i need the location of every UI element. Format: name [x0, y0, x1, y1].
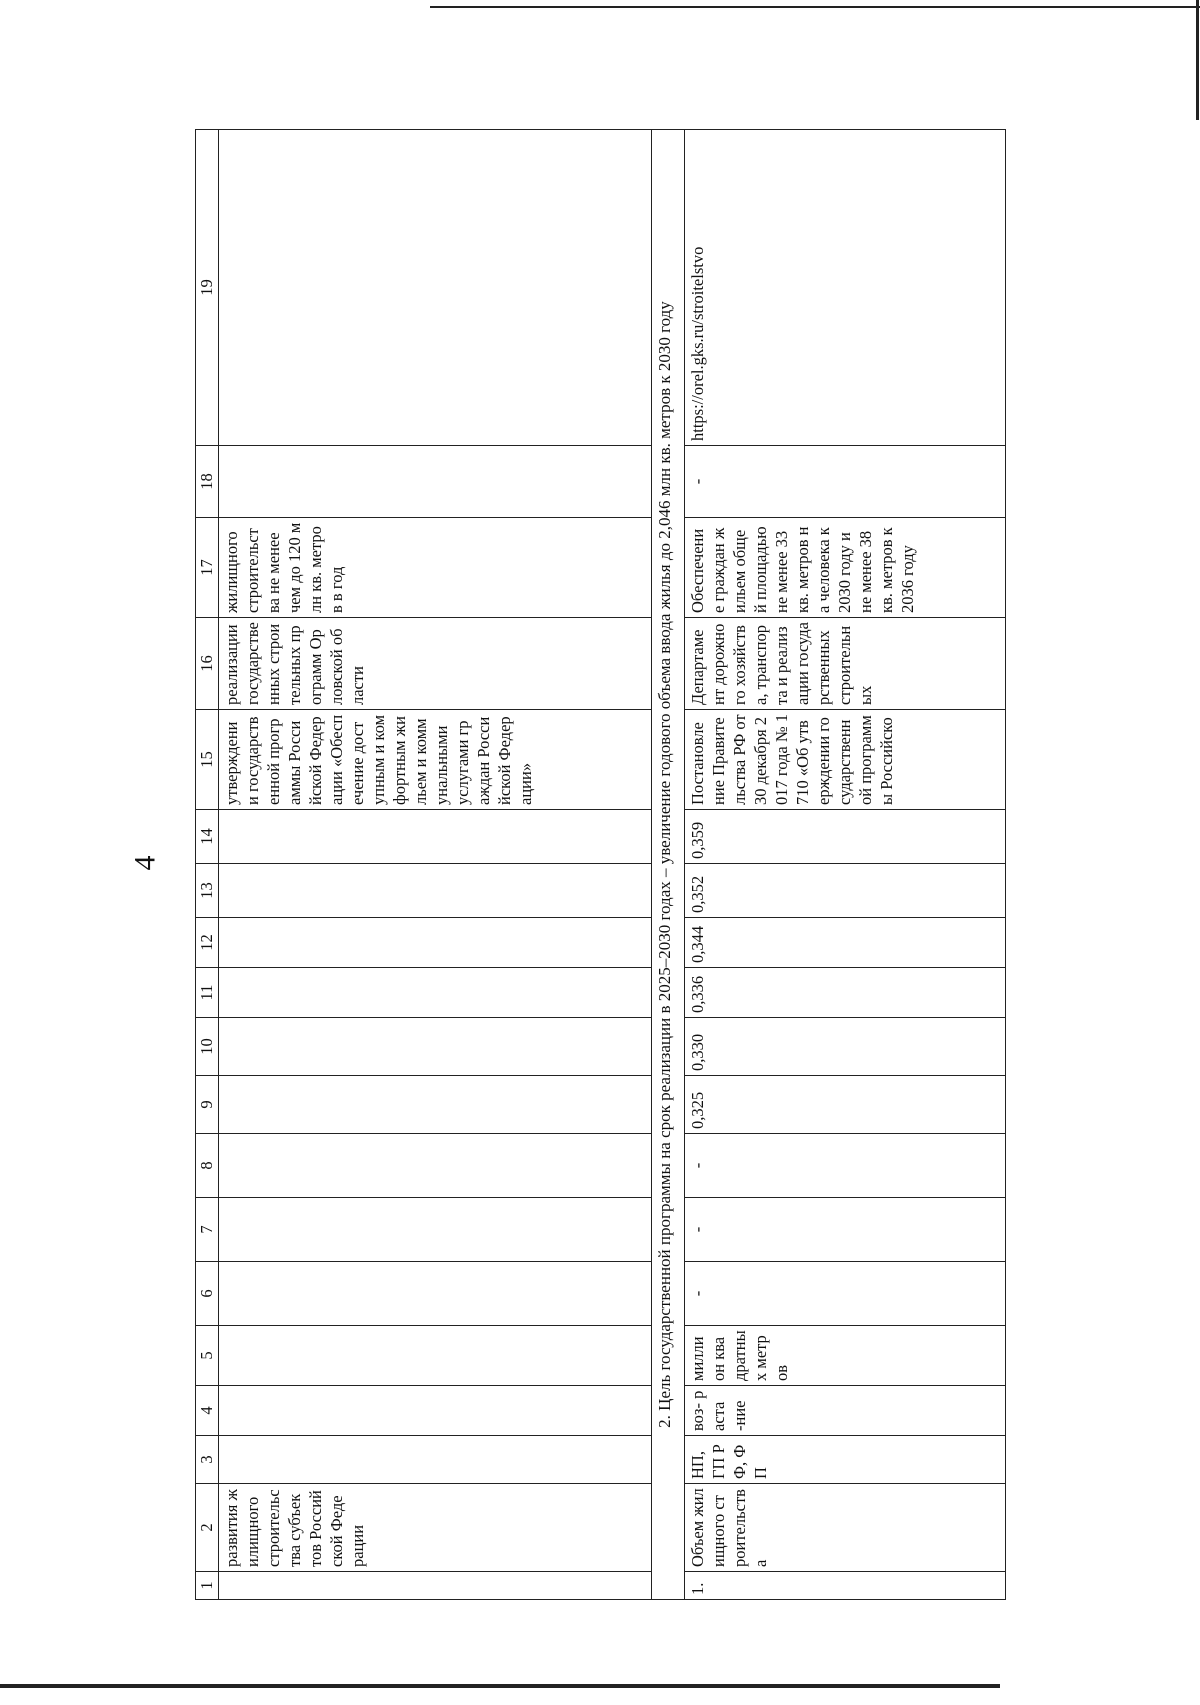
table-cell: 0,359	[685, 810, 1006, 864]
col-header: 19	[196, 130, 219, 446]
table-cell: 0,336	[685, 968, 1006, 1018]
table-cell: 0,330	[685, 1018, 1006, 1076]
scan-line-right	[1196, 0, 1199, 120]
col-header: 7	[196, 1198, 219, 1262]
table-cell: Обеспечение граждан жильем общей площадью не менее 33 кв. метров на человека к 2030 году и не менее 38 кв. метров к 2036 году	[685, 518, 1006, 618]
table-cell: Департамент дорожного хозяйства, транспорта и реализации государственных строительных	[685, 618, 1006, 710]
col-header: 12	[196, 918, 219, 968]
table-cell	[219, 968, 652, 1018]
table-cell	[219, 1262, 652, 1326]
rotated-table-container	[195, 110, 1045, 1600]
table-cell: миллион квадратных метров	[685, 1326, 1006, 1386]
table-cell	[219, 1572, 652, 1600]
col-header: 18	[196, 446, 219, 518]
col-header: 14	[196, 810, 219, 864]
program-table	[195, 129, 1006, 1600]
col-header: 1	[196, 1572, 219, 1600]
col-header: 15	[196, 710, 219, 810]
col-header: 11	[196, 968, 219, 1018]
table-cell: -	[685, 1134, 1006, 1198]
table-cell	[219, 1076, 652, 1134]
table-cell: жилищного строительства не менее чем до 120 млн кв. метров в год	[219, 518, 652, 618]
table-cell: https://orel.gks.ru/stroitelstvo	[685, 130, 1006, 446]
section-row	[652, 130, 685, 1600]
table-cell	[219, 1326, 652, 1386]
col-header: 4	[196, 1386, 219, 1436]
col-header: 17	[196, 518, 219, 618]
table-cell	[219, 864, 652, 918]
table-cell: -	[685, 446, 1006, 518]
table-cell: реализации государственных строительных программ Орловской области	[219, 618, 652, 710]
section-title: 2. Цель государственной программы на срок реализации в 2025–2030 годах – увеличение годового объема ввода жилья до 2,046 млн кв. метров к 2030 году	[652, 130, 685, 1600]
col-header: 9	[196, 1076, 219, 1134]
table-row	[219, 130, 652, 1600]
table-cell: 0,344	[685, 918, 1006, 968]
table-cell	[219, 1386, 652, 1436]
table-cell: утверждении государственной программы Российской Федерации «Обеспечение доступным и комфортным жильем и коммунальными услугами граждан Российской Федерации»	[219, 710, 652, 810]
table-cell	[219, 1198, 652, 1262]
table-cell: развития жилищного строительства субъектов Российской Федерации	[219, 1484, 652, 1572]
table-cell: 0,325	[685, 1076, 1006, 1134]
header-row	[196, 130, 219, 1600]
col-header: 10	[196, 1018, 219, 1076]
page-number: 4	[128, 855, 162, 871]
col-header: 2	[196, 1484, 219, 1572]
table-cell	[219, 810, 652, 864]
col-header: 3	[196, 1436, 219, 1484]
table-cell: 0,352	[685, 864, 1006, 918]
table-cell: -	[685, 1262, 1006, 1326]
scan-line-bottom	[0, 1684, 1000, 1688]
col-header: 13	[196, 864, 219, 918]
table-cell	[219, 918, 652, 968]
table-cell	[219, 130, 652, 446]
col-header: 16	[196, 618, 219, 710]
table-cell	[219, 1436, 652, 1484]
table-cell	[219, 1018, 652, 1076]
table-cell	[219, 1134, 652, 1198]
table-cell: Объем жилищного строительства	[685, 1484, 1006, 1572]
col-header: 5	[196, 1326, 219, 1386]
table-cell	[219, 446, 652, 518]
table-cell: НП, ГП РФ, ФП	[685, 1436, 1006, 1484]
table-cell: 1.	[685, 1572, 1006, 1600]
col-header: 8	[196, 1134, 219, 1198]
table-cell: -	[685, 1198, 1006, 1262]
table-row	[685, 130, 1006, 1600]
scan-line-top	[430, 6, 1200, 8]
table-cell: воз- раста -ние	[685, 1386, 1006, 1436]
table-cell: Постановление Правительства РФ от 30 декабря 2017 года № 1710 «Об утверждении государственной программы Российско	[685, 710, 1006, 810]
col-header: 6	[196, 1262, 219, 1326]
